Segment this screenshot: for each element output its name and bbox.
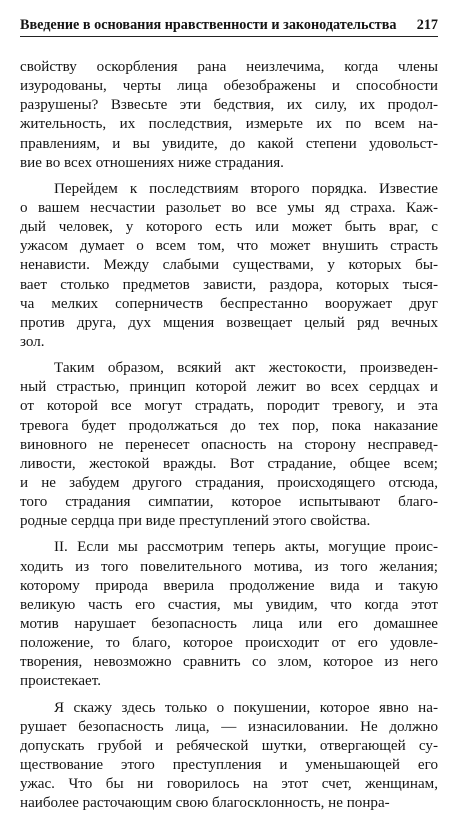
text-line: Я скажу здесь только о покушении, которое явно на- (20, 699, 438, 718)
text-line: разрушены? Взвесьте эти бедствия, их силу, их продол- (20, 96, 438, 115)
text-line: ный страстью, принцип которой лежит во всех сердцах и (20, 378, 438, 397)
paragraph (20, 538, 438, 691)
text-line: жительность, их последствия, измерьте их по всем на- (20, 115, 438, 134)
text-line: Перейдем к последствиям второго порядка. Известие (20, 180, 438, 199)
paragraph-gap (20, 173, 438, 180)
text-line: ужасом думает о всем том, что может внушить страсть (20, 237, 438, 256)
paragraph (20, 180, 438, 352)
text-line: ливости, жестокой вражды. Вот страдание, общее всем; (20, 455, 438, 474)
paragraph (20, 699, 438, 813)
text-line: тревога будет продолжаться до тех пор, пока наказание (20, 417, 438, 436)
text-line: того страдания симпатии, которое испытывают благо- (20, 493, 438, 512)
text-line: ужас. Что бы ни говорилось на этот счет, женщинам, (20, 775, 438, 794)
text-line: ча мелких соперничеств беспрестанно вооружает друг (20, 295, 438, 314)
page-number: 217 (417, 16, 438, 34)
text-line: ходить из того повелительного мотива, из того желания; (20, 558, 438, 577)
text-line: о вашем несчастии разольет во все умы яд страха. Каж- (20, 199, 438, 218)
paragraph-gap (20, 531, 438, 538)
text-line: проистекает. (20, 672, 438, 691)
book-page (20, 0, 438, 774)
text-line: положение, то благо, которое происходит от его удовле- (20, 634, 438, 653)
header-rule (20, 36, 438, 37)
text-line: против друга, дух мщения возвещает целый ряд вечных (20, 314, 438, 333)
text-line: изуродованы, черты лица обезображены и способности (20, 77, 438, 96)
text-line: зол. (20, 333, 438, 352)
text-line: ненависти. Между слабыми существами, у которых бы- (20, 256, 438, 275)
text-line: вает столько предметов зависти, раздора, которых тыся- (20, 276, 438, 295)
running-head (20, 12, 438, 34)
text-line: от которой все могут страдать, породит тревогу, и эта (20, 397, 438, 416)
running-title: Введение в основания нравственности и законодательства (20, 16, 397, 34)
text-line: и не забудем другого страдания, происходящего отсюда, (20, 474, 438, 493)
text-line: допускать грубой и ребяческой шутки, отвергающей су- (20, 737, 438, 756)
text-line: виновного не перенесет опасность на сторону несправед- (20, 436, 438, 455)
text-line: родные сердца при виде преступлений этого свойства. (20, 512, 438, 531)
text-line: наиболее расточающим свою благосклонность, не понра- (20, 794, 438, 813)
text-line: которому природа вверила продолжение вида и такую (20, 577, 438, 596)
text-line: ществование этого преступления и уменьшающей его (20, 756, 438, 775)
text-line: дый человек, у которого есть или может быть враг, с (20, 218, 438, 237)
text-line: Таким образом, всякий акт жестокости, произведен- (20, 359, 438, 378)
paragraph-gap (20, 352, 438, 359)
body-text (20, 58, 438, 813)
text-line: вие во всех отношениях ниже страдания. (20, 154, 438, 173)
paragraph (20, 58, 438, 173)
text-line: великую часть его счастия, мы увидим, что когда этот (20, 596, 438, 615)
text-line: II. Если мы рассмотрим теперь акты, могущие проис- (20, 538, 438, 557)
text-line: творения, невозможно сравнить со злом, которое из него (20, 653, 438, 672)
text-line: правлениям, и вы увидите, до какой степени удовольст- (20, 135, 438, 154)
paragraph-gap (20, 692, 438, 699)
text-line: мотив нарушает безопасность лица или его домашнее (20, 615, 438, 634)
text-line: рушает безопасность лица, — изнасиловании. Не должно (20, 718, 438, 737)
paragraph (20, 359, 438, 531)
text-line: свойству оскорбления рана неизлечима, когда члены (20, 58, 438, 77)
